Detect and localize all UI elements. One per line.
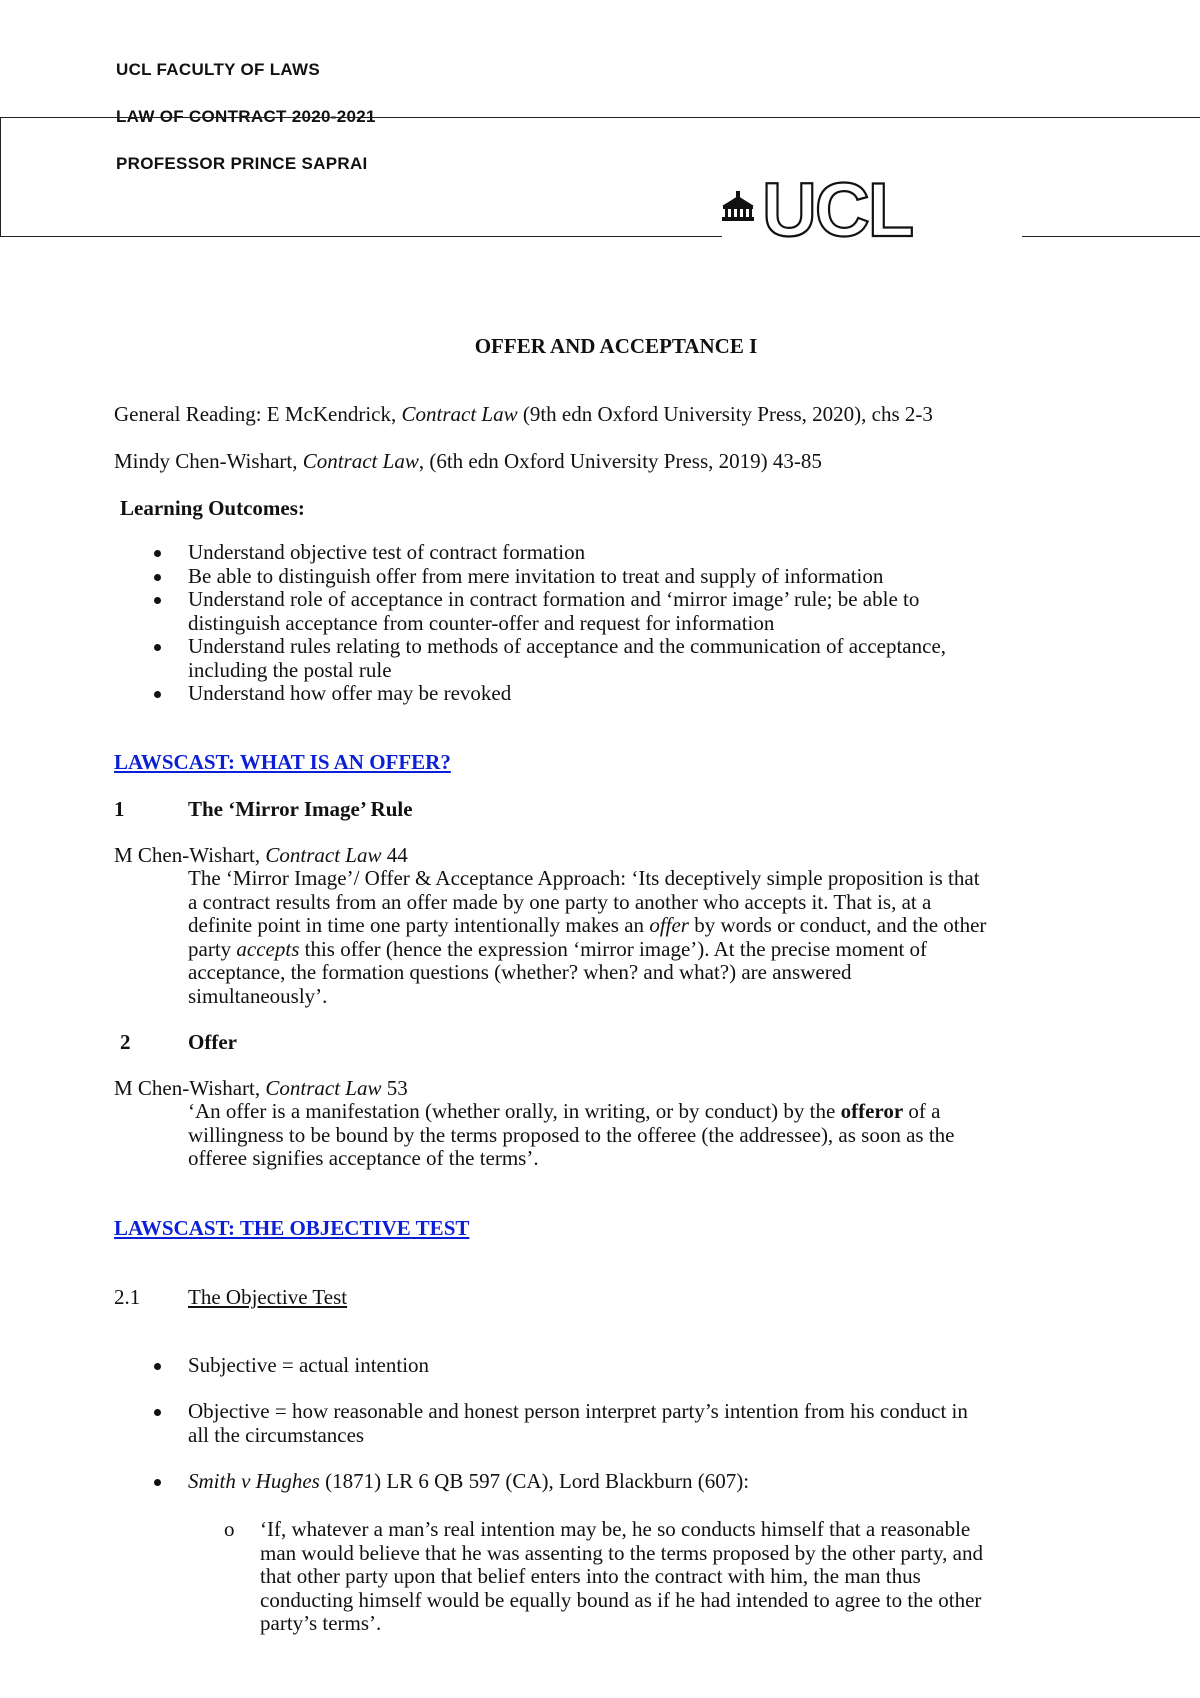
ucl-logo-graphic	[722, 176, 1022, 246]
svg-text:UCL: UCL	[762, 176, 913, 246]
page-title: OFFER AND ACCEPTANCE I	[474, 334, 758, 358]
learning-outcomes-heading: Learning Outcomes:	[120, 496, 305, 520]
sub-bullet-marker: o	[224, 1517, 235, 1541]
objective-test-list	[150, 1400, 968, 1447]
header-rule-left	[0, 117, 1, 236]
list-item: Objective = how reasonable and honest person interpret party’s intention from his conduct in all the circumstances	[150, 1400, 968, 1447]
lawscast-what-is-an-offer-link[interactable]: LAWSCAST: WHAT IS AN OFFER?	[114, 750, 451, 774]
course-title: LAW OF CONTRACT 2020-2021	[116, 107, 376, 126]
section-1-citation: M Chen-Wishart, Contract Law 44	[114, 843, 408, 867]
lawscast-objective-test-link[interactable]: LAWSCAST: THE OBJECTIVE TEST	[114, 1216, 470, 1240]
objective-test-list	[150, 1354, 429, 1378]
portico-icon	[722, 191, 754, 221]
learning-outcomes-list	[150, 541, 946, 706]
reading-chen-wishart: Mindy Chen-Wishart, Contract Law, (6th edn Oxford University Press, 2019) 43-85	[114, 449, 822, 473]
list-item: Understand objective test of contract formation	[150, 541, 946, 565]
general-reading: General Reading: E McKendrick, Contract Law (9th edn Oxford University Press, 2020), chs 2-3	[114, 402, 933, 426]
list-item: Understand rules relating to methods of acceptance and the communication of acceptance, including the postal rule	[150, 635, 946, 682]
list-item: Be able to distinguish offer from mere invitation to treat and supply of information	[150, 565, 946, 589]
section-1-heading: 1 The ‘Mirror Image’ Rule	[114, 797, 413, 821]
list-item: Understand how offer may be revoked	[150, 682, 946, 706]
section-2-citation: M Chen-Wishart, Contract Law 53	[114, 1076, 408, 1100]
section-2-heading: 2 Offer	[120, 1030, 237, 1054]
list-item: Smith v Hughes (1871) LR 6 QB 597 (CA), Lord Blackburn (607):	[150, 1470, 749, 1494]
professor-name: PROFESSOR PRINCE SAPRAI	[116, 154, 368, 173]
section-2-1-heading: 2.1 The Objective Test	[114, 1285, 348, 1309]
smith-v-hughes-quote: ‘If, whatever a man’s real intention may be, he so conducts himself that a reasonable man would believe that he was assenting to the terms proposed by the other party, and that other party upon that belief enters into the contract with him, the man thus conducting himself would be equally bound as if he had intended to agree to the other party’s terms’.	[260, 1517, 983, 1635]
faculty-name: UCL FACULTY OF LAWS	[116, 60, 321, 79]
ucl-logo	[722, 176, 1022, 246]
section-2-quote: ‘An offer is a manifestation (whether orally, in writing, or by conduct) by the offeror of a willingness to be bound by the terms proposed to the offeree (the addressee), as soon as the offeree signifies acceptance of the terms’.	[188, 1099, 955, 1170]
list-item: Understand role of acceptance in contract formation and ‘mirror image’ rule; be able to distinguish acceptance from counter-offer and request for information	[150, 588, 946, 635]
objective-test-list	[150, 1470, 749, 1494]
section-1-quote: The ‘Mirror Image’/ Offer & Acceptance Approach: ‘Its deceptively simple proposition is that a contract results from an offer made by one party to another who accepts it. That is, at a definite point in time one party intentionally makes an offer by words or conduct, and the other party accepts this offer (hence the expression ‘mirror image’). At the precise moment of acceptance, the formation questions (whether? when? and what?) are answered simultaneously’.	[188, 866, 987, 1008]
list-item: Subjective = actual intention	[150, 1354, 429, 1378]
header-rule-top	[0, 117, 1200, 118]
